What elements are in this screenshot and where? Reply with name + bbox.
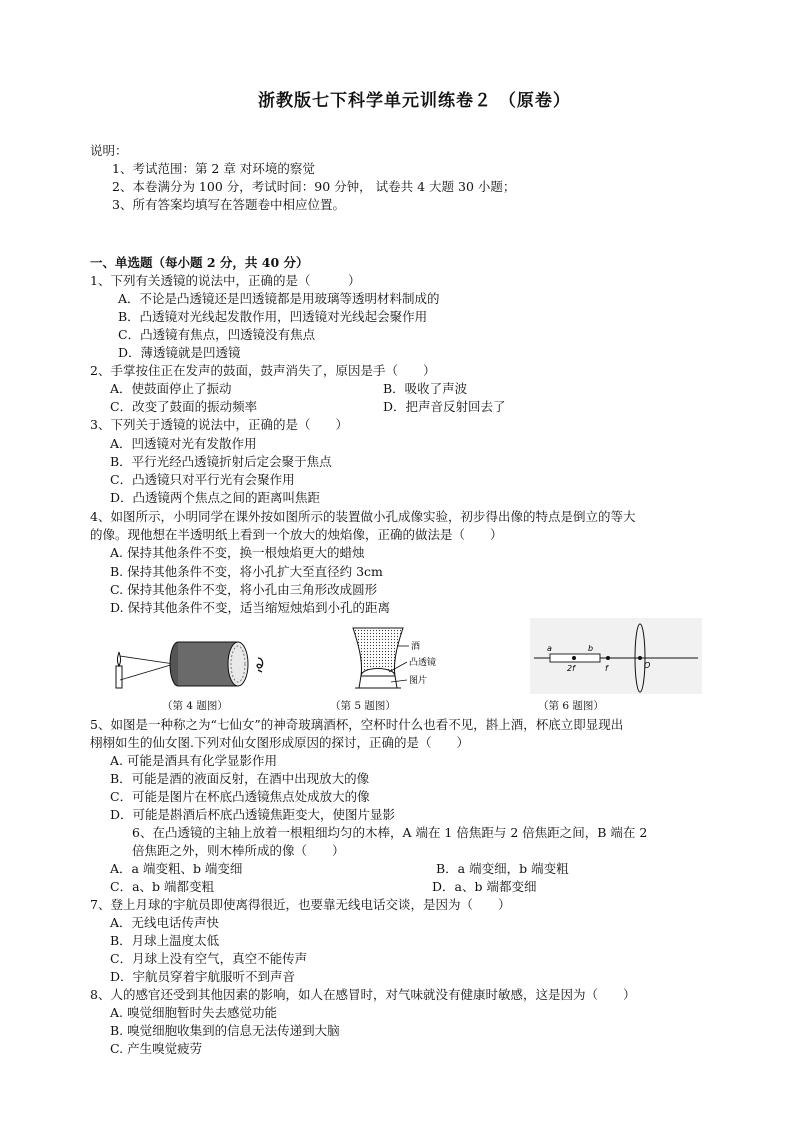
question-option: D．可能是斟酒后杯底凸透镜焦距变大，使图片显影: [110, 807, 396, 822]
question-option: C. 保持其他条件不变，将小孔由三角形改成圆形: [110, 582, 378, 597]
question-option: C．凸透镜有焦点，凹透镜没有焦点: [118, 327, 316, 342]
question-option: C．a、b 端都变粗: [110, 879, 214, 894]
fig5-label-picture: 图片: [409, 676, 428, 686]
fig6-label-a: a: [547, 644, 552, 653]
question-option: C．凸透镜只对平行光有会聚作用: [110, 472, 295, 487]
question-option: B．月球上温度太低: [110, 933, 220, 948]
question-stem: 5、如图是一种称之为“七仙女”的神奇玻璃酒杯，空杯时什么也看不见，斟上酒，杯底立即显现出: [90, 717, 624, 732]
question-option: D．a、b 端都变细: [432, 879, 537, 894]
question-stem: 1、下列有关透镜的说法中，正确的是（ ）: [90, 273, 361, 288]
question-stem: 4、如图所示，小明同学在课外按如图所示的装置做小孔成像实验，初步得出像的特点是倒立的等大: [90, 509, 636, 524]
question-option: B．a 端变细，b 端变粗: [436, 861, 569, 876]
fig5-label-lens: 凸透镜: [409, 658, 437, 668]
question-option: A. 可能是酒具有化学显影作用: [110, 753, 277, 768]
question-option: A．凹透镜对光有发散作用: [110, 436, 257, 451]
question-option: B. 保持其他条件不变，将小孔扩大至直径约 3cm: [110, 564, 383, 579]
section-heading: 一、单选题（每小题 2 分，共 40 分）: [90, 255, 309, 270]
question-option: A．使鼓面停止了振动: [110, 381, 232, 396]
question-option: D．薄透镜就是凹透镜: [118, 345, 241, 360]
question-option: B．吸收了声波: [383, 381, 468, 396]
question-option: C．改变了鼓面的振动频率: [110, 399, 258, 414]
instruction-item: 3、所有答案均填写在答题卷中相应位置。: [112, 197, 345, 212]
question-option: A. 嗅觉细胞暂时失去感觉功能: [110, 1005, 277, 1020]
instruction-item: 1、考试范围：第 2 章 对环境的察觉: [112, 161, 315, 176]
instruction-item: 2、本卷满分为 100 分，考试时间：90 分钟， 试卷共 4 大题 30 小题；: [112, 179, 516, 194]
figure-caption: （第 4 题图）: [162, 700, 228, 712]
fig6-label-2f: 2f: [567, 664, 575, 673]
page-title: 浙教版七下科学单元训练卷２ （原卷）: [258, 91, 571, 111]
fig6-label-b: b: [588, 644, 594, 653]
question-stem: 8、人的感官还受到其他因素的影响，如人在感冒时，对气味就没有健康时敏感，这是因为（ ）: [90, 987, 636, 1002]
fig5-label-wine: 酒: [411, 642, 421, 652]
question-option: A．无线电话传声快: [110, 915, 220, 930]
question-option: D．把声音反射回去了: [383, 399, 506, 414]
question-option: D. 保持其他条件不变，适当缩短烛焰到小孔的距离: [110, 600, 391, 615]
question-option: A．不论是凸透镜还是凹透镜都是用玻璃等透明材料制成的: [118, 291, 440, 306]
question-option: C. 产生嗅觉疲劳: [110, 1041, 203, 1056]
question-option: B. 嗅觉细胞收集到的信息无法传递到大脑: [110, 1023, 340, 1038]
question-option: A．a 端变粗、b 端变细: [110, 861, 243, 876]
question-stem: 6、在凸透镜的主轴上放着一根粗细均匀的木棒，A 端在 1 倍焦距与 2 倍焦距之间，B 端在 2: [132, 825, 648, 840]
question-option: C．月球上没有空气，真空不能传声: [110, 951, 308, 966]
question-option: C．可能是图片在杯底凸透镜焦点处成放大的像: [110, 789, 370, 804]
question-stem: 栩栩如生的仙女图.下列对仙女图形成原因的探讨，正确的是（ ）: [90, 735, 469, 750]
question-stem: 的像。现他想在半透明纸上看到一个放大的烛焰像，正确的做法是（ ）: [90, 527, 503, 542]
figure-caption: （第 5 题图）: [330, 700, 396, 712]
instructions-heading: 说明：: [90, 143, 128, 158]
question-option: B．平行光经凸透镜折射后定会聚于焦点: [110, 454, 332, 469]
fig6-label-o: O: [644, 661, 651, 670]
question-stem: 7、登上月球的宇航员即使离得很近，也要靠无线电话交谈，是因为（ ）: [90, 897, 511, 912]
figure-lens-axis: [530, 618, 702, 698]
figure-pinhole-camera: [112, 636, 272, 698]
question-option: A. 保持其他条件不变，换一根烛焰更大的蜡烛: [110, 545, 365, 560]
question-stem: 3、下列关于透镜的说法中，正确的是（ ）: [90, 417, 348, 432]
question-option: B．可能是酒的液面反射，在酒中出现放大的像: [110, 771, 370, 786]
question-stem: 倍焦距之外，则木棒所成的像（ ）: [132, 843, 345, 858]
question-option: D．宇航员穿着宇航服听不到声音: [110, 969, 296, 984]
fig6-label-f: f: [605, 664, 608, 673]
question-option: D．凸透镜两个焦点之间的距离叫焦距: [110, 490, 321, 505]
figure-caption: （第 6 题图）: [538, 700, 604, 712]
figure-wine-cup: [345, 626, 465, 700]
question-stem: 2、手掌按住正在发声的鼓面，鼓声消失了，原因是手（ ）: [90, 363, 436, 378]
question-option: B．凸透镜对光线起发散作用，凹透镜对光线起会聚作用: [118, 309, 428, 324]
